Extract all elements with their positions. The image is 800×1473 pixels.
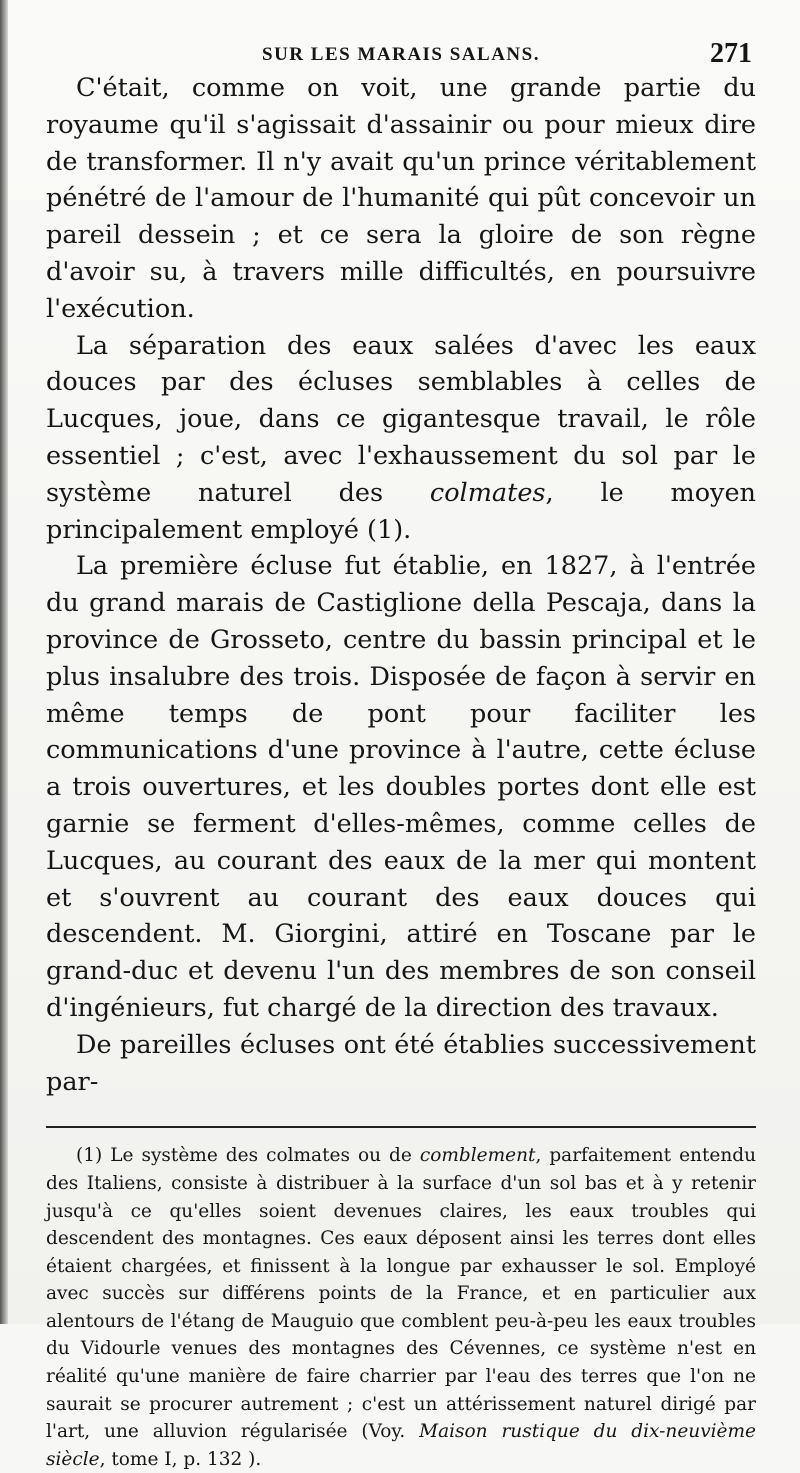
running-head bbox=[46, 36, 756, 70]
footnote-italic-2: Maison rustique du dix-neuvième siècle bbox=[46, 1421, 756, 1470]
paragraph-2-text-a: La séparation des eaux salées d'avec les eaux douces par des écluses semblables à celles de Lucques, joue, dans ce gigantesque travail, le rôle essentiel ; c'est, avec l'exhaussement du sol par le système naturel des bbox=[46, 330, 756, 508]
paragraph-2-italic-term: colmates bbox=[429, 477, 546, 508]
paragraph-2 bbox=[46, 328, 756, 549]
paragraph-3: La première écluse fut établie, en 1827, à l'entrée du grand marais de Castiglione della Pescaja, dans la province de Grosseto, centre du bassin principal et le plus insalubre des trois. Disposée de façon à servir en même temps de pont pour faciliter les communications d'une province à l'autre, cette écluse a trois ouvertures, et les doubles portes dont elle est garnie se ferment d'elles-mêmes, comme celles de Lucques, au courant des eaux de la mer qui montent et s'ouvrent au courant des eaux douces qui descendent. M. Giorgini, attiré en Toscane par le grand-duc et devenu l'un des membres de son conseil d'ingénieurs, fut chargé de la direction des travaux. bbox=[46, 551, 756, 1023]
running-title: SUR LES MARAIS SALANS. bbox=[262, 44, 540, 65]
footnote-italic-1: comblement bbox=[419, 1145, 536, 1167]
paragraph-2-text-b: , le moyen principalement employé (1). bbox=[46, 477, 756, 545]
page-number: 271 bbox=[710, 38, 752, 69]
footnote-text-b: , parfaitement entendu des Italiens, consiste à distribuer à la surface d'un sol bas et à y retenir jusqu'à ce qu'elles soient devenues claires, les eaux troubles qui descendent des montagnes. Ces eaux déposent ainsi les terres dont elles étaient chargées, et finissent à la longue par exhausser le sol. Employé avec succès sur différens points de la France, et en particulier aux alentours de l'étang de Mauguio que comblent peu-à-peu les eaux troubles du Vidourle venues des montagnes des Cévennes, ce système n'est en réalité qu'une manière de faire charrier par l'eau des terres que l'on ne saurait se procurer autrement ; c'est un attérissement naturel dirigé par l'art, une alluvion régularisée (Voy. bbox=[46, 1145, 756, 1443]
footnote-separator bbox=[46, 1126, 756, 1128]
paragraph-4: De pareilles écluses ont été établies successivement par- bbox=[46, 1029, 756, 1097]
footnote-text bbox=[46, 1142, 756, 1473]
footnote-text-a: (1) Le système des colmates ou de bbox=[76, 1145, 420, 1167]
footnote-text-c: , tome I, p. 132 ). bbox=[99, 1448, 262, 1470]
paragraph-1: C'était, comme on voit, une grande partie du royaume qu'il s'agissait d'assainir ou pour mieux dire de transformer. Il n'y avait qu'un prince véritablement pénétré de l'amour de l'humanité qui pût concevoir un pareil dessein ; et ce sera la gloire de son règne d'avoir su, à travers mille difficultés, en poursuivre l'exécution. bbox=[46, 73, 756, 324]
footnote bbox=[46, 1142, 756, 1473]
main-text bbox=[46, 70, 756, 1100]
